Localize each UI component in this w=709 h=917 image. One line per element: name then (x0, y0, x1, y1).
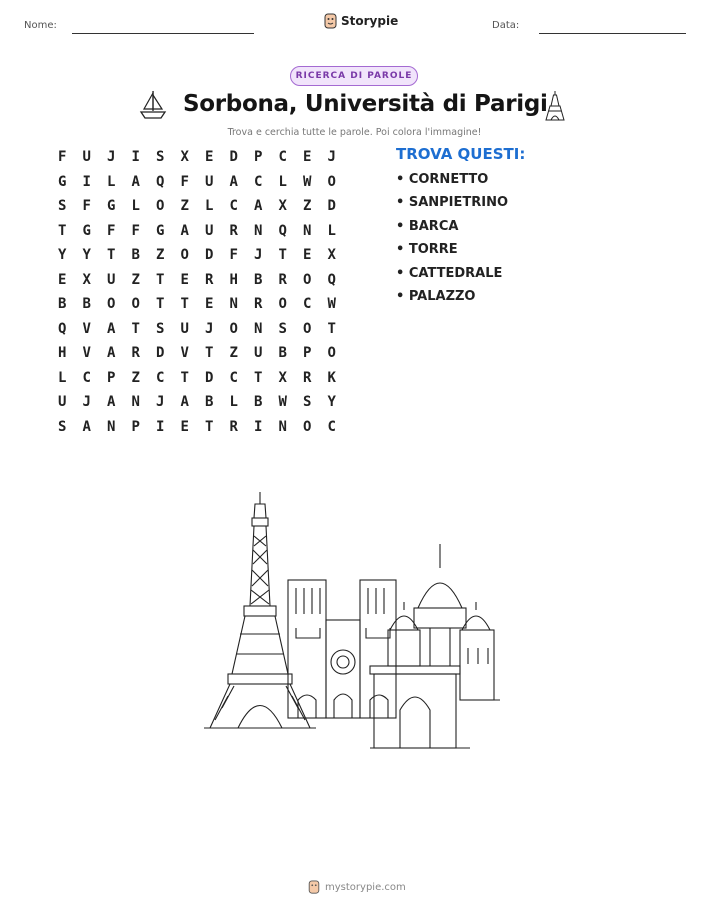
grid-cell[interactable]: D (156, 345, 165, 361)
grid-cell[interactable]: A (254, 198, 263, 214)
grid-cell[interactable]: Y (82, 247, 91, 263)
grid-cell[interactable]: T (278, 247, 287, 263)
grid-cell[interactable]: Z (180, 198, 189, 214)
grid-cell[interactable]: Y (58, 247, 67, 263)
date-line[interactable] (539, 33, 686, 34)
grid-cell[interactable]: H (229, 271, 238, 288)
word-list-item: • CATTEDRALE (396, 265, 503, 281)
grid-cell[interactable]: B (131, 247, 140, 263)
grid-row (50, 296, 344, 321)
grid-cell[interactable]: L (327, 222, 336, 239)
grid-cell[interactable]: T (156, 296, 165, 312)
category-badge: RICERCA DI PAROLE (290, 66, 418, 86)
brand-name: Storypie (341, 14, 399, 28)
grid-cell[interactable]: N (278, 418, 287, 435)
grid-cell[interactable]: T (180, 369, 189, 386)
grid-cell[interactable]: C (156, 369, 165, 386)
grid-cell[interactable]: B (58, 296, 67, 312)
grid-cell[interactable]: E (180, 271, 189, 288)
name-label: Nome: (24, 20, 57, 31)
grid-cell[interactable]: A (107, 394, 116, 410)
paris-skyline-illustration (200, 488, 510, 753)
grid-cell[interactable]: S (58, 418, 67, 435)
grid-cell[interactable]: T (131, 320, 140, 337)
grid-cell[interactable]: T (180, 296, 189, 312)
grid-cell[interactable]: R (229, 418, 238, 435)
grid-cell[interactable]: T (205, 418, 214, 435)
grid-row (50, 370, 344, 395)
grid-cell[interactable]: Q (156, 173, 165, 190)
grid-cell[interactable]: P (254, 149, 263, 165)
grid-cell[interactable]: J (156, 394, 165, 410)
grid-cell[interactable]: U (254, 345, 263, 361)
grid-cell[interactable]: K (327, 369, 336, 386)
grid-cell[interactable]: Z (131, 271, 140, 288)
eiffel-tower-icon (543, 90, 567, 122)
grid-cell[interactable]: O (303, 271, 312, 288)
word-list-item: • PALAZZO (396, 288, 476, 304)
grid-cell[interactable]: N (131, 394, 140, 410)
grid-cell[interactable]: F (131, 222, 140, 239)
grid-cell[interactable]: B (82, 296, 91, 312)
grid-cell[interactable]: T (205, 345, 214, 361)
grid-cell[interactable]: C (229, 198, 238, 214)
grid-cell[interactable]: F (229, 247, 238, 263)
grid-cell[interactable]: Z (156, 247, 165, 263)
grid-row (50, 174, 344, 199)
grid-cell[interactable]: L (278, 173, 287, 190)
grid-cell[interactable]: S (303, 394, 312, 410)
grid-cell[interactable]: U (107, 271, 116, 288)
grid-cell[interactable]: U (58, 394, 67, 410)
word-list-item: • BARCA (396, 218, 459, 234)
grid-cell[interactable]: D (205, 369, 214, 386)
grid-cell[interactable]: O (131, 296, 140, 312)
grid-cell[interactable]: D (205, 247, 214, 263)
grid-cell[interactable]: J (327, 149, 336, 165)
grid-cell[interactable]: R (229, 222, 238, 239)
grid-cell[interactable]: L (205, 198, 214, 214)
grid-cell[interactable]: B (278, 345, 287, 361)
grid-cell[interactable]: T (156, 271, 165, 288)
word-list-item: • TORRE (396, 242, 458, 258)
grid-cell[interactable]: D (229, 149, 238, 165)
grid-cell[interactable]: J (82, 394, 91, 410)
grid-cell[interactable]: D (327, 198, 336, 214)
grid-cell[interactable]: I (82, 173, 91, 190)
grid-cell[interactable]: O (278, 296, 287, 312)
grid-cell[interactable]: Z (131, 369, 140, 386)
grid-cell[interactable]: J (254, 247, 263, 263)
grid-cell[interactable]: C (327, 418, 336, 435)
grid-cell[interactable]: G (156, 222, 165, 239)
grid-cell[interactable]: R (254, 296, 263, 312)
word-list-item: • CORNETTO (396, 172, 489, 187)
grid-cell[interactable]: A (180, 394, 189, 410)
grid-cell[interactable]: V (82, 345, 91, 361)
grid-cell[interactable]: S (58, 198, 67, 214)
grid-cell[interactable]: T (58, 222, 67, 239)
grid-cell[interactable]: G (82, 222, 91, 239)
grid-cell[interactable]: E (205, 149, 214, 165)
grid-cell[interactable]: L (107, 173, 116, 190)
grid-cell[interactable]: E (205, 296, 214, 312)
grid-cell[interactable]: C (254, 173, 263, 190)
grid-cell[interactable]: O (107, 296, 116, 312)
grid-cell[interactable]: A (229, 173, 238, 190)
word-search-grid[interactable] (50, 149, 344, 443)
grid-cell[interactable]: R (303, 369, 312, 386)
grid-cell[interactable]: G (107, 198, 116, 214)
grid-row (50, 321, 344, 346)
grid-cell[interactable]: T (254, 369, 263, 386)
grid-cell[interactable]: E (58, 271, 67, 288)
instructions: Trova e cerchia tutte le parole. Poi colora l'immagine! (227, 127, 482, 138)
grid-cell[interactable]: E (303, 149, 312, 165)
grid-cell[interactable]: Q (58, 320, 67, 337)
grid-row (50, 345, 344, 370)
grid-cell[interactable]: A (107, 345, 116, 361)
grid-cell[interactable]: X (327, 247, 336, 263)
grid-cell[interactable]: C (229, 369, 238, 386)
storypie-mascot-icon (308, 880, 320, 894)
grid-cell[interactable]: P (131, 418, 140, 435)
storypie-mascot-icon (324, 13, 337, 29)
word-list-heading: TROVA QUESTI: (396, 145, 526, 163)
grid-cell[interactable]: R (131, 345, 140, 361)
grid-cell[interactable]: N (229, 296, 238, 312)
grid-cell[interactable]: E (180, 418, 189, 435)
page-title: Sorbona, Università di Parigi (183, 91, 548, 117)
grid-cell[interactable]: T (327, 320, 336, 337)
grid-cell[interactable]: W (278, 394, 287, 410)
grid-cell[interactable]: A (180, 222, 189, 239)
grid-cell[interactable]: L (131, 198, 140, 214)
grid-cell[interactable]: U (82, 149, 91, 165)
grid-cell[interactable]: T (107, 247, 116, 263)
word-list-item: • SANPIETRINO (396, 195, 509, 211)
grid-cell[interactable]: L (229, 394, 238, 410)
grid-cell[interactable]: B (205, 394, 214, 410)
grid-cell[interactable]: H (58, 345, 67, 361)
grid-cell[interactable]: S (156, 320, 165, 337)
grid-cell[interactable]: L (58, 369, 67, 386)
grid-cell[interactable]: I (254, 418, 263, 435)
grid-cell[interactable]: G (58, 173, 67, 190)
grid-cell[interactable]: O (180, 247, 189, 263)
grid-cell[interactable]: O (327, 173, 336, 190)
grid-row (50, 247, 344, 272)
grid-cell[interactable]: P (107, 369, 116, 386)
grid-cell[interactable]: A (82, 418, 91, 435)
grid-cell[interactable]: O (156, 198, 165, 214)
grid-cell[interactable]: R (205, 271, 214, 288)
grid-cell[interactable]: V (82, 320, 91, 337)
grid-cell[interactable]: O (303, 320, 312, 337)
name-line[interactable] (72, 33, 254, 34)
grid-cell[interactable]: F (58, 149, 67, 165)
footer-url[interactable]: mystorypie.com (325, 881, 406, 893)
sailboat-icon (139, 89, 167, 121)
grid-cell[interactable]: B (254, 271, 263, 288)
grid-cell[interactable]: N (254, 320, 263, 337)
grid-cell[interactable]: S (156, 149, 165, 165)
grid-cell[interactable]: Q (327, 271, 336, 288)
grid-cell[interactable]: I (156, 418, 165, 435)
grid-cell[interactable]: F (82, 198, 91, 214)
grid-cell[interactable]: Z (303, 198, 312, 214)
grid-cell[interactable]: F (107, 222, 116, 239)
grid-cell[interactable]: J (107, 149, 116, 165)
footer (308, 880, 406, 894)
grid-cell[interactable]: W (303, 173, 312, 190)
grid-row (50, 223, 344, 248)
date-label: Data: (492, 20, 520, 31)
grid-row (50, 394, 344, 419)
grid-cell[interactable]: W (327, 296, 336, 312)
grid-cell[interactable]: B (254, 394, 263, 410)
grid-cell[interactable]: F (180, 173, 189, 190)
grid-cell[interactable]: O (327, 345, 336, 361)
grid-cell[interactable]: I (131, 149, 140, 165)
grid-cell[interactable]: X (180, 149, 189, 165)
grid-cell[interactable]: A (107, 320, 116, 337)
grid-cell[interactable]: C (303, 296, 312, 312)
grid-row (50, 149, 344, 174)
grid-cell[interactable]: Z (229, 345, 238, 361)
grid-cell[interactable]: X (278, 369, 287, 386)
grid-cell[interactable]: U (205, 173, 214, 190)
grid-cell[interactable]: N (254, 222, 263, 239)
brand-logo (324, 13, 398, 29)
grid-cell[interactable]: C (82, 369, 91, 386)
grid-cell[interactable]: Q (278, 222, 287, 239)
grid-cell[interactable]: J (205, 320, 214, 337)
grid-cell[interactable]: O (303, 418, 312, 435)
grid-cell[interactable]: A (131, 173, 140, 190)
grid-cell[interactable]: R (278, 271, 287, 288)
grid-cell[interactable]: V (180, 345, 189, 361)
grid-row (50, 419, 344, 444)
grid-cell[interactable]: U (180, 320, 189, 337)
grid-cell[interactable]: X (82, 271, 91, 288)
grid-cell[interactable]: E (303, 247, 312, 263)
grid-cell[interactable]: N (303, 222, 312, 239)
grid-cell[interactable]: Y (327, 394, 336, 410)
grid-cell[interactable]: X (278, 198, 287, 214)
grid-row (50, 272, 344, 297)
grid-cell[interactable]: U (205, 222, 214, 239)
grid-cell[interactable]: C (278, 149, 287, 165)
grid-cell[interactable]: N (107, 418, 116, 435)
grid-cell[interactable]: O (229, 320, 238, 337)
grid-cell[interactable]: S (278, 320, 287, 337)
grid-row (50, 198, 344, 223)
grid-cell[interactable]: P (303, 345, 312, 361)
word-list (396, 172, 508, 312)
